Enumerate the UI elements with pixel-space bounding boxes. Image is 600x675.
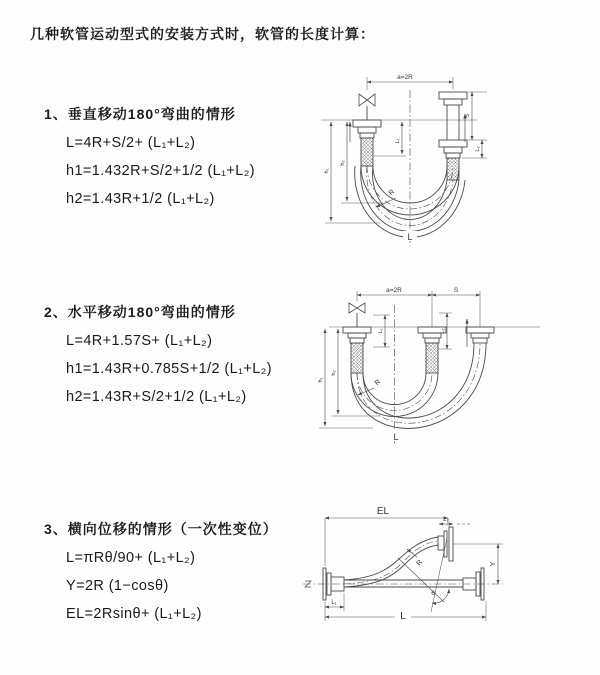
dim-label-l2: L₂ [475, 146, 481, 152]
braided-hose-middle [426, 343, 438, 373]
section-horizontal-movement [44, 302, 272, 415]
section-vertical-movement [44, 104, 255, 217]
formula: h2=1.43R+S/2+1/2 (L₁+L₂) [66, 389, 247, 405]
dim-label-l2: L₂ [443, 517, 449, 523]
length-label-l: L [400, 611, 406, 622]
right-flange-lower [439, 140, 467, 158]
dim-label-h2: h₂ [340, 160, 346, 166]
formula: Y=2R (1−cosθ) [66, 578, 169, 594]
formula: h1=1.43R+0.785S+1/2 (L₁+L₂) [66, 361, 272, 377]
diagram-vertical-180-bend [305, 68, 600, 268]
dim-label-s: S [453, 287, 459, 294]
hose-s-curve [344, 537, 438, 587]
section-1-heading: 1、垂直移动180°弯曲的情形 [44, 106, 236, 122]
dim-label-el: EL [376, 506, 390, 517]
right-flange-upper [439, 92, 467, 105]
section-3-heading: 3、横向位移的情形（一次性变位） [44, 521, 278, 537]
formula: EL=2Rsinθ+ (L₁+L₂) [66, 606, 202, 622]
length-label-l: L [407, 232, 413, 242]
diagram-horizontal-180-bend [305, 283, 600, 458]
radius-label-r: R [373, 378, 383, 388]
formula: L=4R+1.57S+ (L₁+L₂) [66, 333, 213, 349]
right-flange-displaced [466, 327, 494, 343]
radius-label-r: R [387, 188, 397, 198]
length-label-l: L [393, 432, 399, 442]
page-title: 几种软管运动型式的安装方式时，软管的长度计算： [30, 26, 375, 42]
rotated-axis-line [431, 538, 447, 612]
radius-label-r: R [415, 558, 425, 568]
dim-label-h1: h₁ [318, 377, 324, 383]
valve-icon [359, 94, 375, 120]
dim-label-a2r: a=2R [386, 287, 402, 294]
section-2-heading: 2、水平移动180°弯曲的情形 [44, 304, 236, 320]
formula: h2=1.43R+1/2 (L₁+L₂) [66, 191, 215, 207]
dim-label-a2r: a=2R [397, 74, 413, 81]
dim-label-h2: h₂ [331, 370, 337, 376]
dim-label-l1: L₁ [331, 600, 337, 606]
left-flange [343, 327, 371, 343]
hose-u-bend-displaced [351, 343, 486, 428]
angle-label-theta: θ [431, 590, 435, 597]
braided-hose-left [351, 343, 363, 373]
formula: L=4R+S/2+ (L₁+L₂) [66, 135, 196, 151]
valve-icon [349, 303, 365, 327]
dim-label-l1: L₁ [395, 138, 401, 144]
formula: h1=1.432R+S/2+1/2 (L₁+L₂) [66, 163, 256, 179]
dim-label-s: S [465, 113, 471, 119]
section-lateral-displacement [44, 519, 278, 632]
dim-label-l1: L₁ [378, 328, 384, 334]
dim-label-l2: L₂ [440, 328, 446, 334]
braided-hose-left [361, 138, 373, 166]
dim-label-y: Y [490, 561, 497, 567]
left-flange [353, 120, 381, 138]
formula: L=πRθ/90+ (L₁+L₂) [66, 550, 196, 566]
diagram-lateral-displacement [295, 498, 600, 653]
dim-label-h1: h₁ [324, 168, 330, 174]
